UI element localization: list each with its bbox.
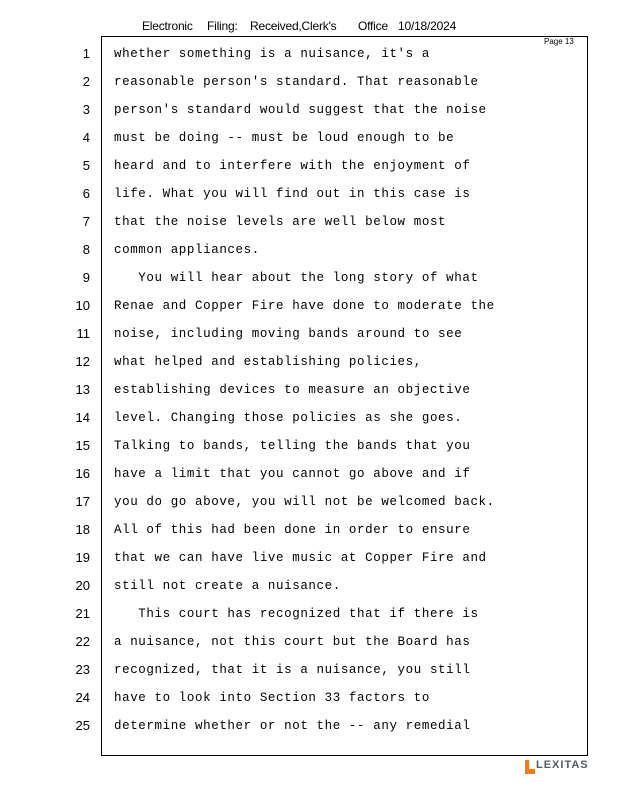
transcript-line: noise, including moving bands around to see — [114, 327, 463, 341]
line-number: 14 — [75, 410, 90, 425]
line-number: 13 — [75, 382, 90, 397]
filing-header — [0, 19, 618, 35]
transcript-line: that the noise levels are well below most — [114, 215, 447, 229]
line-number: 18 — [75, 522, 90, 537]
transcript-line: you do go above, you will not be welcomed back. — [114, 495, 495, 509]
line-number: 23 — [75, 662, 90, 677]
transcript-line: All of this had been done in order to ensure — [114, 523, 471, 537]
transcript-line: what helped and establishing policies, — [114, 355, 422, 369]
transcript-line: Talking to bands, telling the bands that you — [114, 439, 471, 453]
transcript-line: must be doing -- must be loud enough to be — [114, 131, 455, 145]
transcript-line: establishing devices to measure an objective — [114, 383, 471, 397]
line-number: 1 — [82, 46, 90, 61]
filing-office: Office — [358, 19, 388, 33]
line-number: 7 — [82, 214, 90, 229]
filing-type: Electronic — [142, 19, 193, 33]
transcript-line: recognized, that it is a nuisance, you still — [114, 663, 471, 677]
transcript-line: person's standard would suggest that the noise — [114, 103, 487, 117]
line-number: 16 — [75, 466, 90, 481]
line-number: 3 — [82, 102, 90, 117]
lexitas-logo — [522, 758, 592, 776]
transcript-line: still not create a nuisance. — [114, 579, 341, 593]
line-number: 20 — [75, 578, 90, 593]
transcript-line: reasonable person's standard. That reasonable — [114, 75, 479, 89]
transcript-line: Renae and Copper Fire have done to moderate the — [114, 299, 495, 313]
transcript-line: that we can have live music at Copper Fire and — [114, 551, 487, 565]
transcript-line: whether something is a nuisance, it's a — [114, 47, 430, 61]
page-number: Page 13 — [544, 37, 574, 46]
transcript-line: This court has recognized that if there is — [114, 607, 479, 621]
line-number: 9 — [82, 270, 90, 285]
line-number: 25 — [75, 718, 90, 733]
line-number: 21 — [75, 606, 90, 621]
transcript-line: life. What you will find out in this case is — [114, 187, 471, 201]
transcript-line: level. Changing those policies as she goes. — [114, 411, 463, 425]
line-number: 10 — [75, 298, 90, 313]
transcript-line: a nuisance, not this court but the Board has — [114, 635, 471, 649]
transcript-line: determine whether or not the -- any remedial — [114, 719, 471, 733]
line-number: 5 — [82, 158, 90, 173]
line-number: 15 — [75, 438, 90, 453]
transcript-line: have to look into Section 33 factors to — [114, 691, 430, 705]
line-number: 4 — [82, 130, 90, 145]
transcript-line: common appliances. — [114, 243, 260, 257]
line-number: 6 — [82, 186, 90, 201]
filing-label: Filing: — [207, 19, 238, 33]
line-number: 12 — [75, 354, 90, 369]
line-number: 22 — [75, 634, 90, 649]
line-number: 8 — [82, 242, 90, 257]
filing-date: 10/18/2024 — [398, 19, 457, 33]
line-number: 17 — [75, 494, 90, 509]
transcript-line: have a limit that you cannot go above and if — [114, 467, 471, 481]
line-number: 19 — [75, 550, 90, 565]
transcript-line: heard and to interfere with the enjoyment of — [114, 159, 471, 173]
line-number: 24 — [75, 690, 90, 705]
filing-received: Received,Clerk's — [250, 19, 337, 33]
lexitas-logo-mark-icon — [524, 760, 536, 774]
line-number: 2 — [82, 74, 90, 89]
line-number: 11 — [76, 326, 90, 341]
lexitas-logo-text: LEXITAS — [536, 759, 589, 771]
transcript-line: You will hear about the long story of what — [114, 271, 479, 285]
